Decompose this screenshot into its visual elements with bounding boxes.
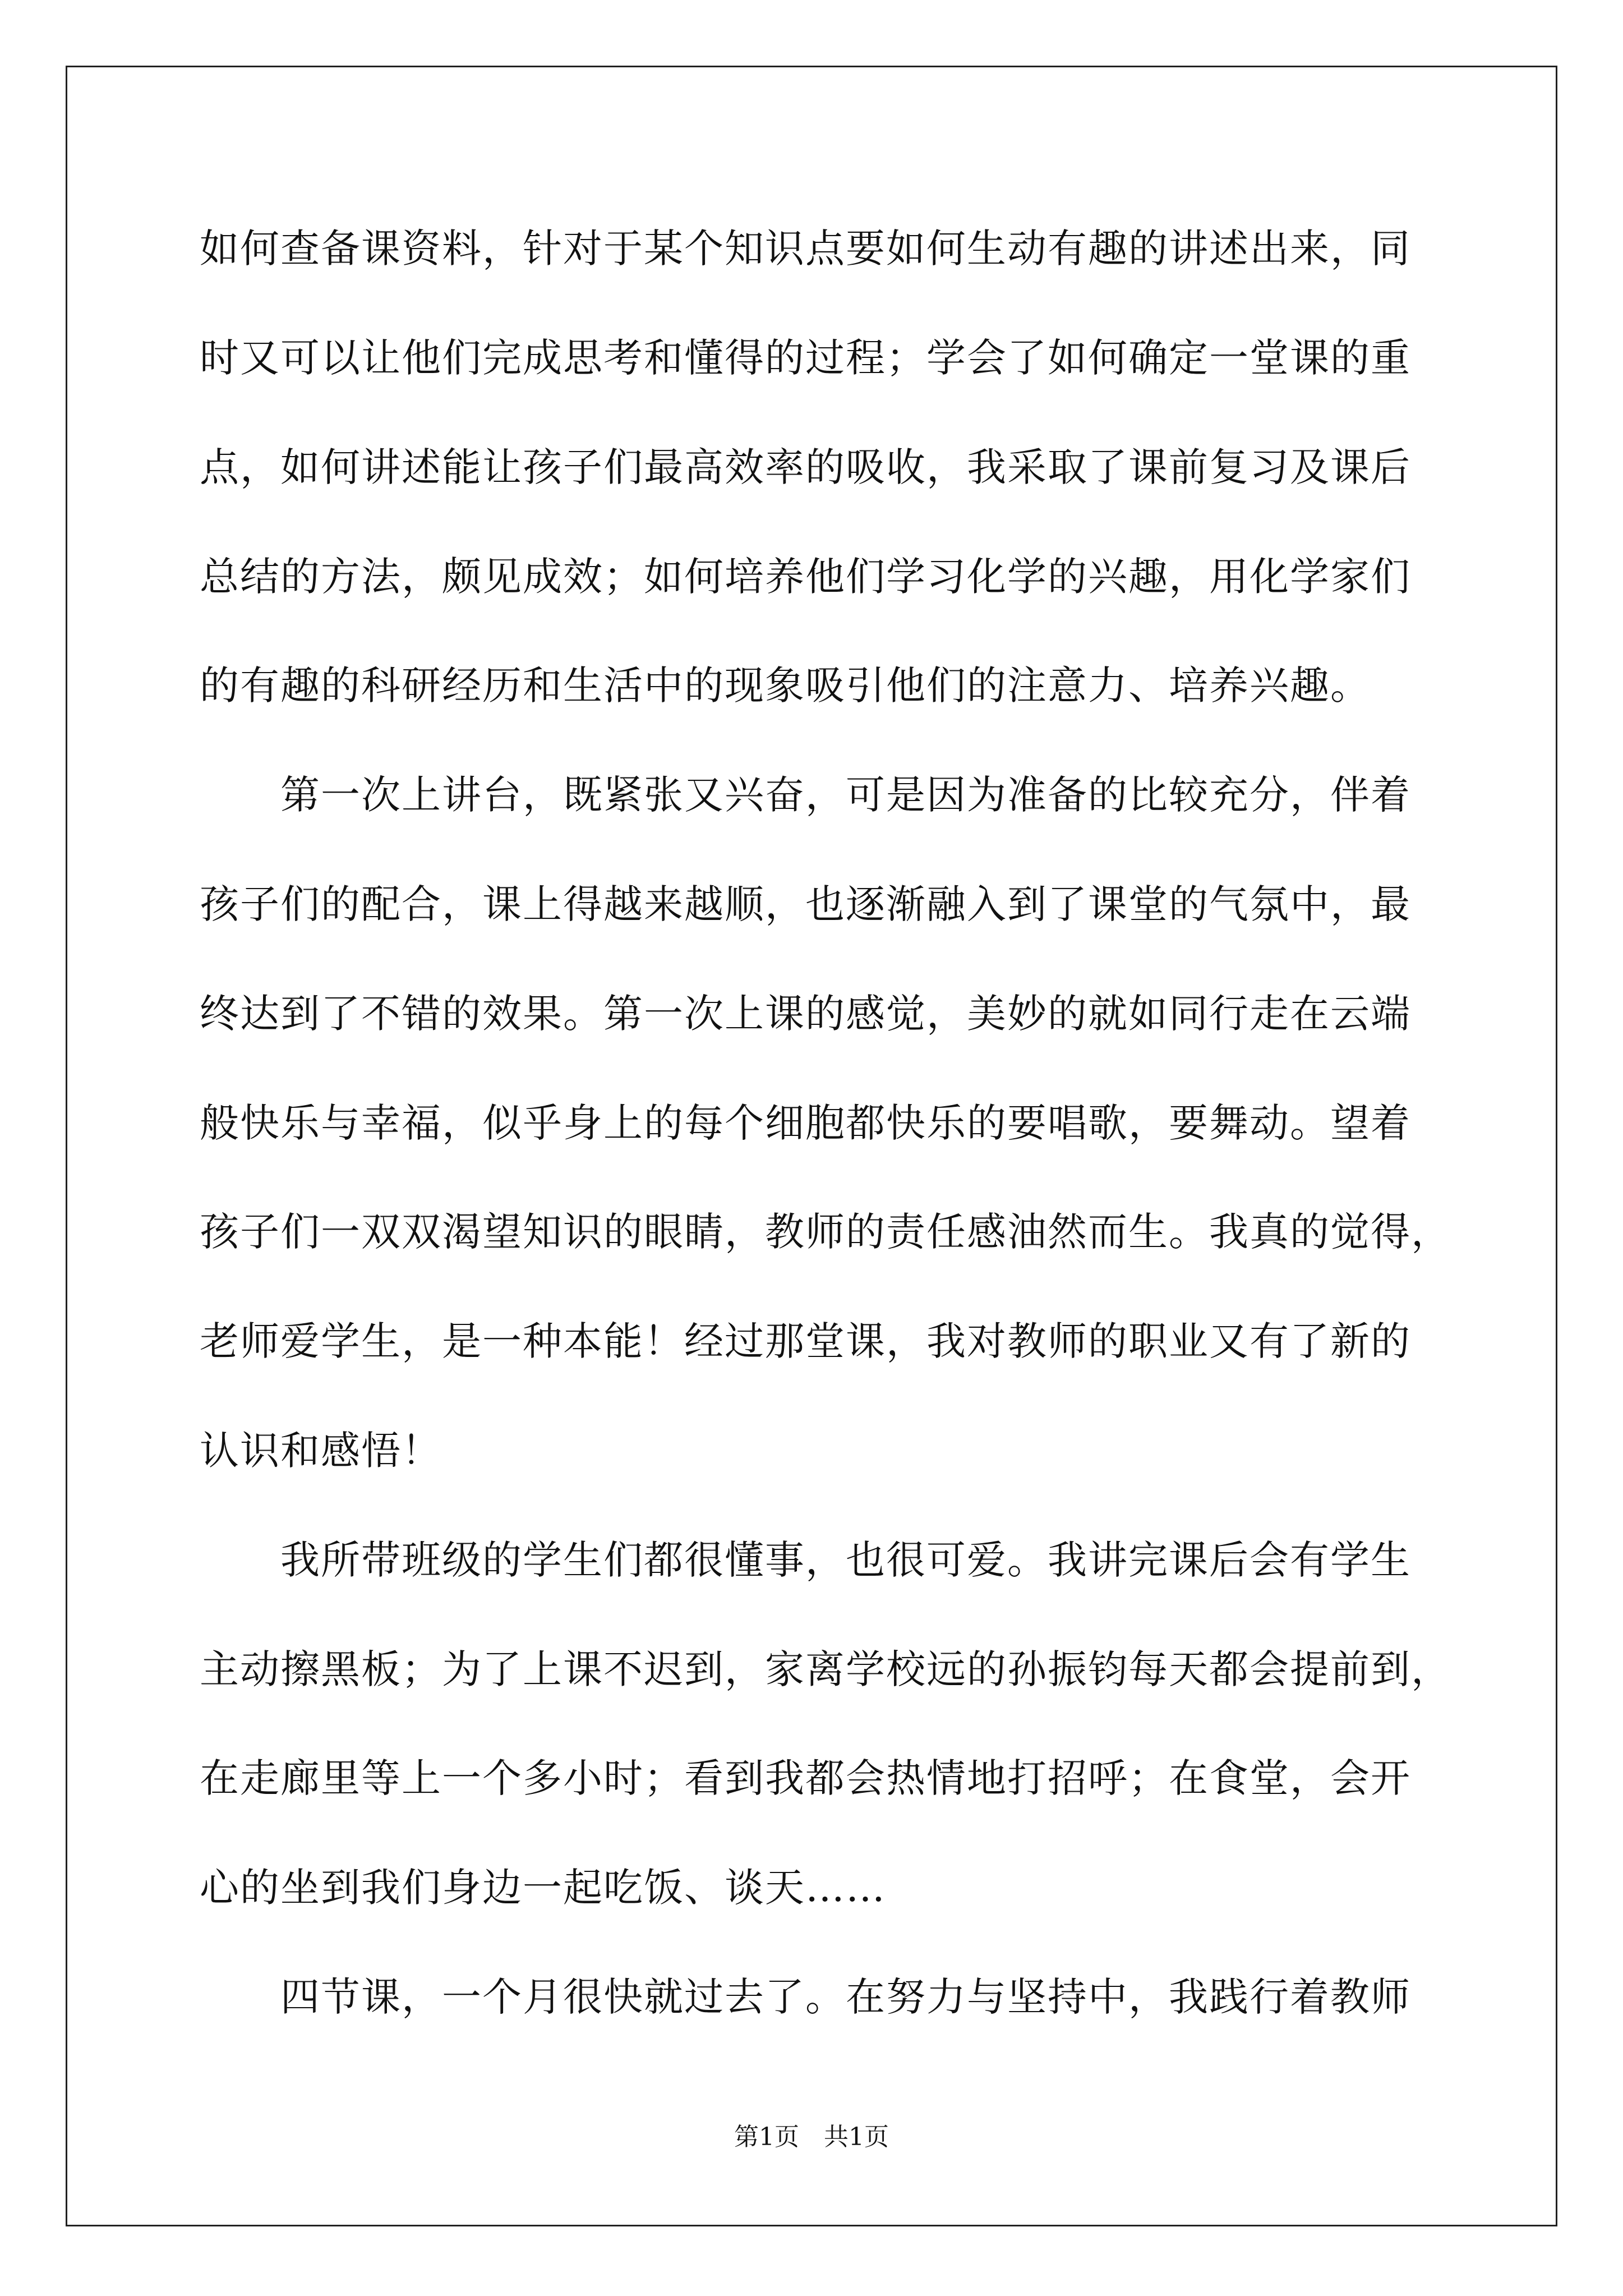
- body-text-line: 四节课，一个月很快就过去了。在努力与坚持中，我践行着教师: [200, 1974, 1411, 2020]
- body-text-line: 在走廊里等上一个多小时；看到我都会热情地打招呼；在食堂，会开: [200, 1755, 1411, 1801]
- body-text-line: 孩子们的配合，课上得越来越顺，也逐渐融入到了课堂的气氛中，最: [200, 881, 1411, 927]
- body-text-line: 第一次上讲台，既紧张又兴奋，可是因为准备的比较充分，伴着: [200, 772, 1411, 818]
- body-text-line: 主动擦黑板；为了上课不迟到，家离学校远的孙振钧每天都会提前到，: [200, 1646, 1451, 1692]
- body-text-line: 终达到了不错的效果。第一次上课的感觉，美妙的就如同行走在云端: [200, 991, 1411, 1037]
- body-text-line: 认识和感悟！: [200, 1428, 442, 1474]
- body-text-line: 总结的方法，颇见成效；如何培养他们学习化学的兴趣，用化学家们: [200, 554, 1411, 600]
- body-text-line: 孩子们一双双渴望知识的眼睛，教师的责任感油然而生。我真的觉得，: [200, 1209, 1451, 1255]
- body-text-line: 时又可以让他们完成思考和懂得的过程；学会了如何确定一堂课的重: [200, 335, 1411, 381]
- body-text-line: 如何查备课资料，针对于某个知识点要如何生动有趣的讲述出来，同: [200, 226, 1411, 272]
- body-text-line: 心的坐到我们身边一起吃饭、谈天……: [200, 1865, 886, 1911]
- body-text-line: 我所带班级的学生们都很懂事，也很可爱。我讲完课后会有学生: [200, 1537, 1411, 1583]
- body-text-line: 般快乐与幸福，似乎身上的每个细胞都快乐的要唱歌，要舞动。望着: [200, 1100, 1411, 1146]
- body-text-line: 的有趣的科研经历和生活中的现象吸引他们的注意力、培养兴趣。: [200, 662, 1371, 708]
- body-text-line: 点，如何讲述能让孩子们最高效率的吸收，我采取了课前复习及课后: [200, 444, 1411, 490]
- body-text-line: 老师爱学生，是一种本能！经过那堂课，我对教师的职业又有了新的: [200, 1318, 1411, 1364]
- page-number-footer: 第1页 共1页: [734, 2123, 889, 2151]
